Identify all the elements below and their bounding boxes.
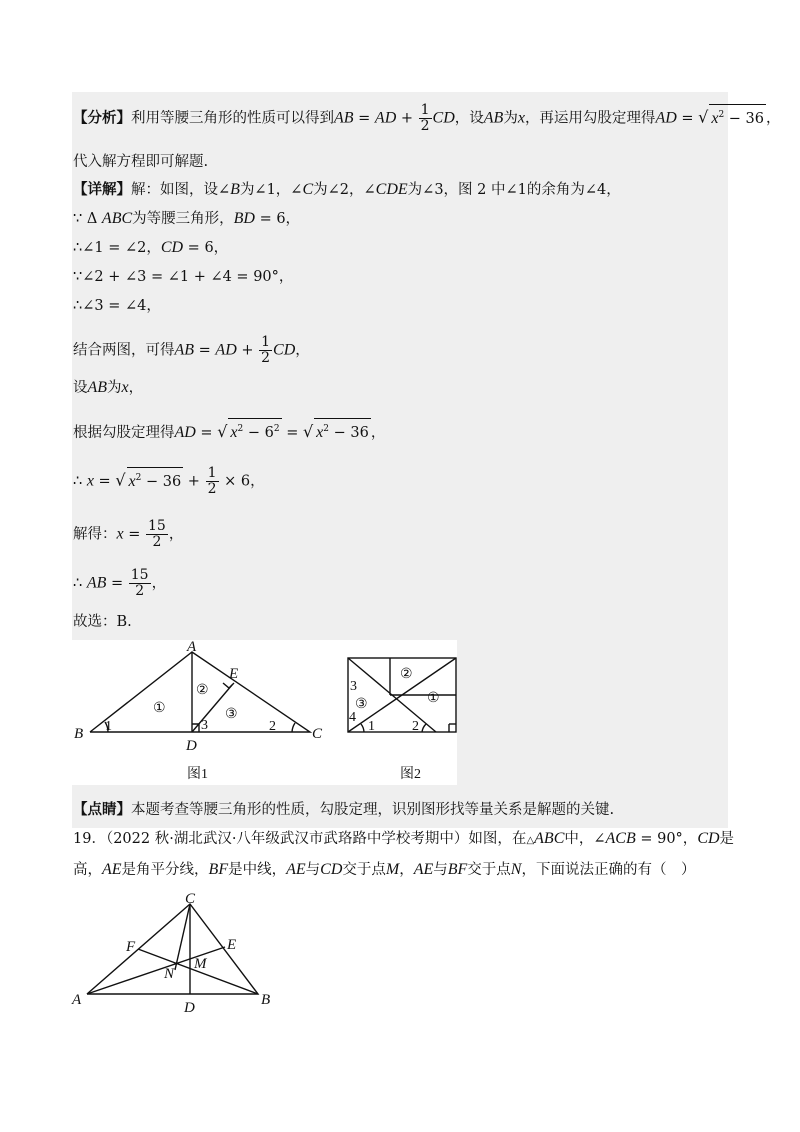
- t: 交于点: [342, 862, 386, 878]
- q19-label-a: A: [72, 992, 82, 1008]
- triangle-symbol: △: [526, 835, 535, 846]
- plus: +: [236, 342, 259, 359]
- fig1-region-3: ③: [225, 707, 238, 722]
- t: 结合两图，可得: [73, 342, 175, 359]
- var-ad: AD: [174, 423, 196, 441]
- sqrt-sign: √: [698, 107, 709, 127]
- plus: +: [183, 473, 205, 490]
- var-ae: AE: [286, 861, 306, 878]
- q19-line-1: [73, 829, 734, 851]
- detail-line-5: ∴∠3 = ∠4，: [73, 298, 161, 314]
- sqrt-body: $x^2 - 36$: [314, 418, 371, 443]
- var-cde: CDE: [375, 181, 408, 198]
- t: 是: [719, 831, 735, 847]
- eq: =: [281, 424, 303, 441]
- var-cd: CD: [160, 239, 184, 256]
- t: 解得：: [73, 526, 117, 543]
- figure-panel: [72, 640, 457, 785]
- t: ∵ Δ: [73, 211, 102, 227]
- q19-label-d: D: [184, 1000, 195, 1016]
- t: ，: [399, 862, 414, 878]
- fig1-label-e: E: [229, 666, 239, 682]
- fig1-label-a: A: [187, 640, 197, 655]
- analysis-line-2: 代入解方程即可解题.: [73, 154, 209, 170]
- t: = 6，: [183, 240, 229, 256]
- var-ab: AB: [334, 109, 354, 127]
- q19-number: 19．: [73, 831, 106, 847]
- t: ∴∠1 = ∠2，: [73, 240, 161, 256]
- fig2-region-2: ②: [400, 667, 413, 682]
- detail-line-10: [73, 519, 183, 550]
- t: 为∠3，图 2 中∠1的余角为∠4，: [407, 182, 621, 198]
- var-bf: BF: [447, 861, 468, 878]
- t: 是中线，: [228, 862, 287, 878]
- analysis-text-2: ，设: [454, 110, 484, 127]
- fig1-region-2: ②: [196, 683, 209, 698]
- analysis-text-4: ，再运用勾股定理得: [524, 110, 656, 127]
- fig1-angle-1: 1: [105, 719, 112, 734]
- comma: ，: [766, 110, 781, 127]
- var-ad-2: AD: [655, 109, 677, 127]
- analysis-line-1: [73, 103, 781, 134]
- fig1-label-c: C: [312, 726, 323, 742]
- fig1-caption: 图1: [187, 767, 208, 782]
- var-n: N: [510, 861, 522, 878]
- comment-tag: 【点睛】: [73, 801, 131, 818]
- fraction-15-2: $\frac{15}{2}$: [130, 567, 149, 599]
- fraction-half: $\frac{1}{2}$: [261, 334, 271, 366]
- t: 交于点: [467, 862, 511, 878]
- t: 解：如图，设∠: [131, 182, 231, 198]
- fig2-angle-1: 1: [368, 719, 375, 734]
- var-cd: CD: [273, 341, 296, 359]
- var-ad: AD: [374, 109, 397, 127]
- t: 是角平分线，: [121, 862, 209, 878]
- fig1-angle-3: 3: [201, 718, 208, 733]
- t: 为: [107, 380, 122, 396]
- q19-line-2: [73, 860, 695, 880]
- fraction-half: $\frac{1}{2}$: [207, 465, 217, 497]
- var-cd: CD: [320, 861, 343, 878]
- sqrt-body: $x^2 - 36$: [127, 467, 184, 492]
- var-m: M: [385, 861, 400, 878]
- q19-label-b: B: [261, 992, 271, 1008]
- var-bf: BF: [208, 861, 229, 878]
- t: 与: [305, 862, 321, 878]
- var-ab: AB: [87, 379, 108, 396]
- q19-figure: [70, 892, 290, 1022]
- detail-line-2: [73, 209, 300, 229]
- t: 高，: [73, 862, 102, 878]
- comment-text: 本题考查等腰三角形的性质，勾股定理，识别图形找等量关系是解题的关键.: [131, 802, 615, 818]
- sqrt-sign: √: [115, 470, 126, 490]
- detail-line-12: 故选：B.: [73, 614, 132, 630]
- t: ∴: [73, 575, 87, 592]
- detail-tag: 【详解】: [73, 181, 131, 198]
- var-c: C: [302, 181, 314, 198]
- t: 为等腰三角形，: [132, 211, 234, 227]
- t: 为∠2，∠: [313, 182, 376, 198]
- t: × 6，: [219, 473, 265, 490]
- fig2-angle-4: 4: [349, 710, 356, 725]
- var-abc: ABC: [534, 830, 565, 847]
- var-ae: AE: [413, 861, 434, 878]
- t: 中，∠: [564, 831, 606, 847]
- var-ab: AB: [86, 574, 107, 592]
- analysis-text: 利用等腰三角形的性质可以得到: [131, 110, 334, 127]
- t: = 6，: [254, 211, 301, 227]
- var-bd: BD: [233, 210, 255, 227]
- var-abc: ABC: [101, 210, 133, 227]
- var-cd: CD: [432, 109, 455, 127]
- var-ab-2: AB: [483, 109, 504, 127]
- var-ad: AD: [215, 341, 237, 359]
- figures-svg: [72, 640, 457, 785]
- comma: ，: [295, 342, 310, 359]
- fig1-label-d: D: [186, 738, 197, 754]
- var-ab: AB: [174, 341, 195, 359]
- t: 根据勾股定理得: [73, 424, 175, 441]
- q19-label-e: E: [227, 937, 237, 953]
- sqrt-sign: √: [302, 421, 314, 441]
- detail-line-4: ∵∠2 + ∠3 = ∠1 + ∠4 = 90°，: [73, 269, 294, 285]
- detail-line-8: [73, 418, 385, 443]
- t: = 90°，: [635, 831, 698, 847]
- var-x: x: [517, 109, 525, 127]
- fraction-15-2: $\frac{15}{2}$: [147, 518, 166, 550]
- var-x: x: [121, 379, 129, 396]
- t: 为∠1，∠: [239, 182, 303, 198]
- detail-line-9: [73, 466, 265, 497]
- sqrt-body: $x^2 - 36$: [709, 104, 766, 129]
- fig2-angle-3: 3: [350, 679, 357, 694]
- q19-label-c: C: [185, 892, 196, 907]
- plus-sign: +: [396, 110, 418, 127]
- eq: =: [93, 473, 116, 490]
- eq-sign-2: =: [676, 110, 699, 127]
- fig2-angle-2: 2: [412, 719, 419, 734]
- detail-line-1: [73, 180, 621, 200]
- comma: ，: [168, 526, 184, 543]
- q19-label-f: F: [126, 939, 136, 955]
- q19-label-n: N: [164, 966, 175, 982]
- t: ，: [128, 380, 144, 396]
- fraction-half: $\frac{1}{2}$: [420, 102, 430, 134]
- detail-line-6: [73, 335, 310, 366]
- var-x: x: [116, 525, 124, 543]
- detail-line-11: [73, 568, 166, 599]
- fig2-region-3: ③: [355, 697, 368, 712]
- var-acb: ACB: [605, 830, 636, 847]
- comment-line: [73, 800, 614, 820]
- detail-line-7: [73, 378, 143, 398]
- fig1-region-1: ①: [153, 701, 166, 716]
- comma: ，: [151, 575, 167, 592]
- var-x: x: [86, 472, 94, 490]
- eq: =: [123, 526, 145, 543]
- var-b: B: [230, 181, 240, 198]
- detail-line-3: [73, 238, 228, 258]
- t: ∴: [73, 473, 87, 490]
- sqrt-body: $x^2 - 6^2$: [228, 418, 281, 443]
- t: 与: [433, 862, 448, 878]
- eq: =: [194, 342, 216, 359]
- q19-label-m: M: [194, 956, 207, 972]
- fig1-angle-2: 2: [269, 719, 276, 734]
- fig2-region-1: ①: [427, 691, 440, 706]
- t: （2022 秋·湖北武汉·八年级武汉市武珞路中学校考期中）如图，在: [105, 831, 527, 847]
- eq: =: [106, 575, 128, 592]
- analysis-text-3: 为: [503, 110, 518, 127]
- comma: ，: [370, 424, 386, 441]
- sqrt-sign: √: [217, 421, 228, 441]
- t: 设: [73, 380, 88, 396]
- analysis-tag: 【分析】: [73, 109, 131, 127]
- t: ，下面说法正确的有（ ）: [521, 862, 696, 878]
- fig1-label-b: B: [74, 726, 84, 742]
- eq: =: [195, 424, 218, 441]
- var-cd: CD: [697, 830, 720, 847]
- var-ae: AE: [102, 861, 122, 878]
- fig2-caption: 图2: [400, 767, 421, 782]
- eq-sign: =: [353, 110, 375, 127]
